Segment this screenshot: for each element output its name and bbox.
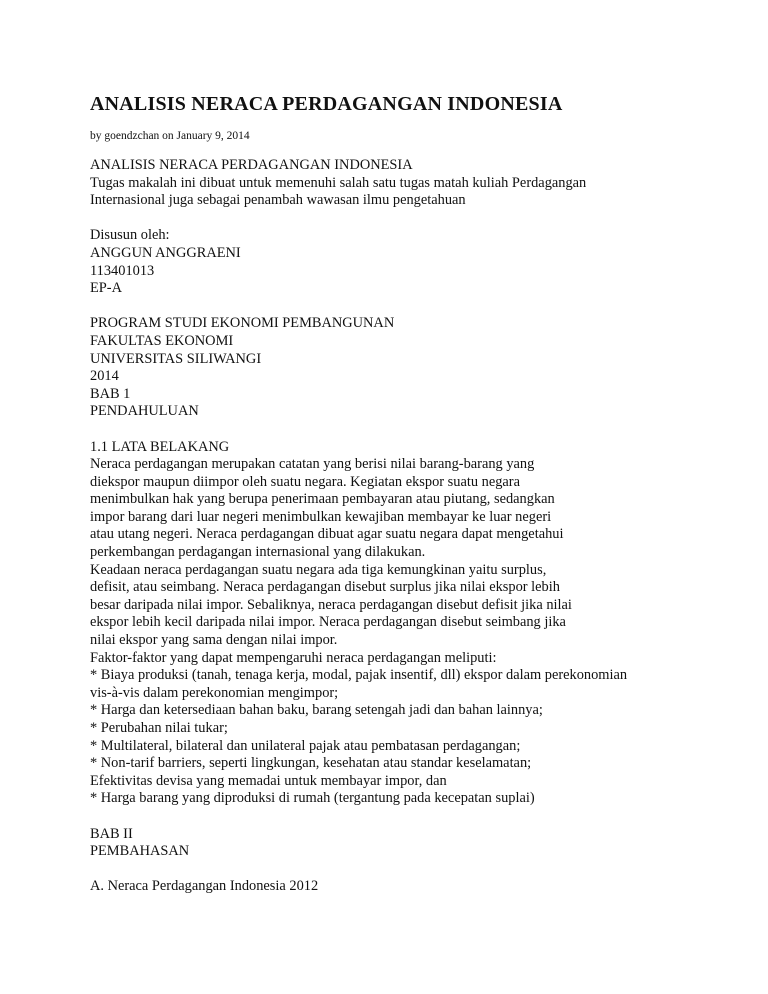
section-line: * Harga dan ketersediaan bahan baku, barang setengah jadi dan bahan lainnya; [90,702,543,719]
document-body [90,157,750,896]
chapter-line: BAB II [90,825,133,842]
section-line: impor barang dari luar negeri menimbulkan kewajiban membayar ke luar negeri [90,508,552,525]
author-line: Disusun oleh: [90,227,170,244]
section-line: vis-à-vis dalam perekonomian mengimpor; [90,684,339,701]
section-line: * Multilateral, bilateral dan unilateral pajak atau pembatasan perdagangan; [90,737,521,754]
institution-line: BAB 1 [90,385,131,402]
paragraph-gap [90,298,750,316]
section-line: * Perubahan nilai tukar; [90,720,228,736]
document-page [90,92,750,896]
author-block [90,227,750,297]
intro-line: Internasional juga sebagai penambah wawasan ilmu pengetahuan [90,192,466,209]
section-heading: A. Neraca Perdagangan Indonesia 2012 [90,878,319,895]
section-line: diekspor maupun diimpor oleh suatu negara. Kegiatan ekspor suatu negara [90,473,520,490]
section-line: besar daripada nilai impor. Sebaliknya, neraca perdagangan disebut defisit jika nilai [90,596,572,613]
chapter-line: PEMBAHASAN [90,843,190,860]
institution-line: PENDAHULUAN [90,403,199,420]
paragraph-gap [90,861,750,879]
section-line: * Biaya produksi (tanah, tenaga kerja, modal, pajak insentif, dll) ekspor dalam perekonomian [90,667,628,684]
section-line: Faktor-faktor yang dapat mempengaruhi neraca perdagangan meliputi: [90,649,497,666]
intro-line: Tugas makalah ini dibuat untuk memenuhi salah satu tugas matah kuliah Perdagangan [90,174,587,191]
section-line: atau utang negeri. Neraca perdagangan dibuat agar suatu negara dapat mengetahui [90,526,564,543]
institution-line: UNIVERSITAS SILIWANGI [90,350,262,367]
document-byline: by goendzchan on January 9, 2014 [90,130,250,142]
intro-line: ANALISIS NERACA PERDAGANGAN INDONESIA [90,157,413,173]
chapter-2-block [90,826,750,861]
section-line: Efektivitas devisa yang memadai untuk membayar impor, dan [90,772,447,789]
intro-block [90,157,750,210]
section-line: Keadaan neraca perdagangan suatu negara ada tiga kemungkinan yaitu surplus, [90,561,547,578]
section-line: Neraca perdagangan merupakan catatan yang berisi nilai barang-barang yang [90,456,535,473]
section-line: menimbulkan hak yang berupa penerimaan pembayaran atau piutang, sedangkan [90,491,555,508]
section-line: 1.1 LATA BELAKANG [90,438,230,455]
author-line: ANGGUN ANGGRAENI [90,244,241,261]
institution-line: FAKULTAS EKONOMI [90,332,234,349]
section-line: * Non-tarif barriers, seperti lingkungan, kesehatan atau standar keselamatan; [90,755,532,772]
document-title: ANALISIS NERACA PERDAGANGAN INDONESIA [90,93,563,115]
institution-line: PROGRAM STUDI EKONOMI PEMBANGUNAN [90,315,395,332]
paragraph-gap [90,210,750,228]
section-a-block [90,878,750,896]
author-line: EP-A [90,280,122,297]
author-line: 113401013 [90,262,155,279]
institution-line: 2014 [90,368,119,385]
paragraph-gap [90,808,750,826]
section-line: defisit, atau seimbang. Neraca perdagangan disebut surplus jika nilai ekspor lebih [90,579,560,596]
section-1-block [90,439,750,808]
section-line: * Harga barang yang diproduksi di rumah (tergantung pada kecepatan suplai) [90,790,535,807]
section-line: nilai ekspor yang sama dengan nilai impor. [90,632,338,649]
section-line: perkembangan perdagangan internasional yang dilakukan. [90,544,426,561]
institution-block [90,315,750,421]
section-line: ekspor lebih kecil daripada nilai impor. Neraca perdagangan disebut seimbang jika [90,614,566,631]
paragraph-gap [90,421,750,439]
